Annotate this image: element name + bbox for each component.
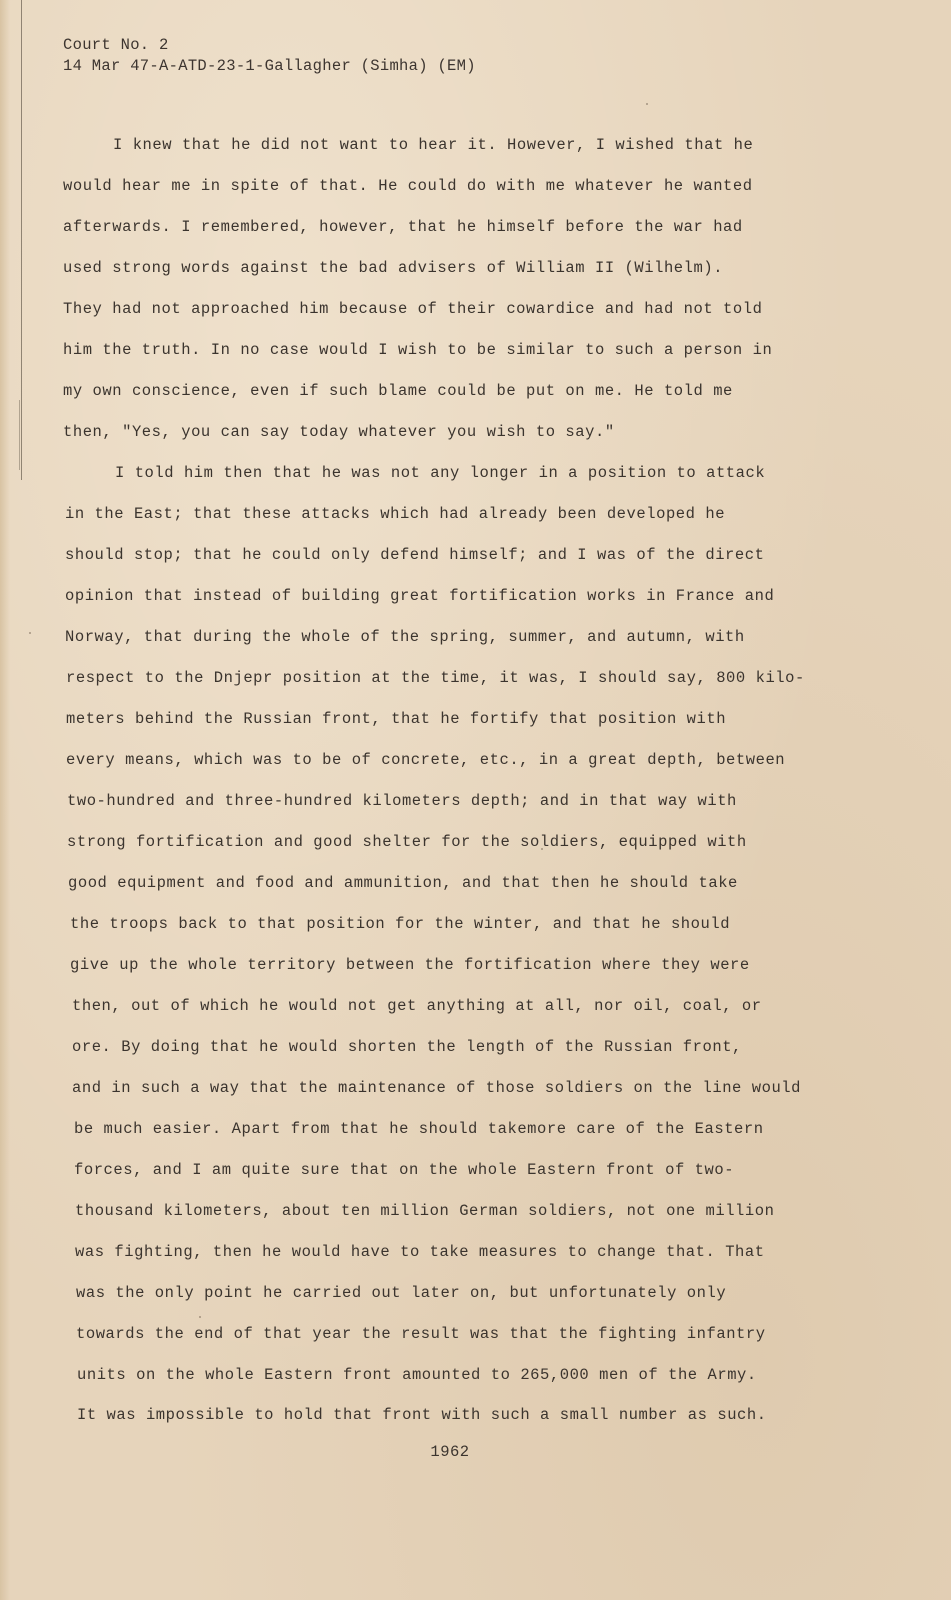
- paper-speck: [646, 103, 648, 105]
- text-line: and in such a way that the maintenance of those soldiers on the line would: [72, 1079, 802, 1097]
- text-line: give up the whole territory between the fortification where they were: [70, 956, 750, 974]
- text-line: my own conscience, even if such blame could be put on me. He told me: [63, 382, 733, 400]
- text-line: be much easier. Apart from that he should takemore care of the Eastern: [74, 1120, 764, 1138]
- paper-speck: [199, 1316, 201, 1318]
- text-line: him the truth. In no case would I wish to be similar to such a person in: [63, 341, 773, 359]
- text-line: opinion that instead of building great fortification works in France and: [65, 587, 775, 605]
- text-line: Norway, that during the whole of the spring, summer, and autumn, with: [65, 628, 745, 646]
- text-line: was the only point he carried out later on, but unfortunately only: [76, 1284, 727, 1302]
- text-line: was fighting, then he would have to take measures to change that. That: [75, 1243, 765, 1261]
- paper-speck: [29, 632, 31, 634]
- page-number: 1962: [430, 1443, 470, 1461]
- text-line: towards the end of that year the result was that the fighting infantry: [76, 1325, 766, 1343]
- text-line: in the East; that these attacks which had already been developed he: [65, 505, 726, 523]
- text-line: then, "Yes, you can say today whatever you wish to say.": [63, 423, 615, 441]
- text-line: strong fortification and good shelter for the soldiers, equipped with: [67, 833, 747, 851]
- court-label: Court No. 2: [63, 36, 169, 54]
- session-reference: 14 Mar 47-A-ATD-23-1-Gallagher (Simha) (EM): [63, 57, 476, 75]
- text-line: I knew that he did not want to hear it. However, I wished that he: [113, 136, 754, 154]
- text-line: meters behind the Russian front, that he fortify that position with: [66, 710, 727, 728]
- text-line: would hear me in spite of that. He could do with me whatever he wanted: [63, 177, 753, 195]
- text-line: units on the whole Eastern front amounted to 265,000 men of the Army.: [77, 1366, 757, 1384]
- text-line: They had not approached him because of their cowardice and had not told: [63, 300, 763, 318]
- text-line: It was impossible to hold that front with such a small number as such.: [77, 1406, 767, 1424]
- text-line: respect to the Dnjepr position at the time, it was, I should say, 800 kilo-: [66, 669, 805, 687]
- text-line: should stop; that he could only defend himself; and I was of the direct: [65, 546, 765, 564]
- text-line: the troops back to that position for the winter, and that he should: [70, 915, 731, 933]
- paper-speck: [541, 848, 543, 850]
- text-line: afterwards. I remembered, however, that he himself before the war had: [63, 218, 743, 236]
- text-line: forces, and I am quite sure that on the whole Eastern front of two-: [74, 1161, 735, 1179]
- text-line: I told him then that he was not any longer in a position to attack: [115, 464, 766, 482]
- text-line: good equipment and food and ammunition, and that then he should take: [68, 874, 738, 892]
- text-line: then, out of which he would not get anything at all, nor oil, coal, or: [72, 997, 762, 1015]
- text-line: ore. By doing that he would shorten the length of the Russian front,: [72, 1038, 742, 1056]
- text-line: two-hundred and three-hundred kilometers depth; and in that way with: [67, 792, 737, 810]
- text-line: thousand kilometers, about ten million German soldiers, not one million: [75, 1202, 775, 1220]
- text-line: used strong words against the bad advisers of William II (Wilhelm).: [63, 259, 724, 277]
- text-line: every means, which was to be of concrete, etc., in a great depth, between: [66, 751, 786, 769]
